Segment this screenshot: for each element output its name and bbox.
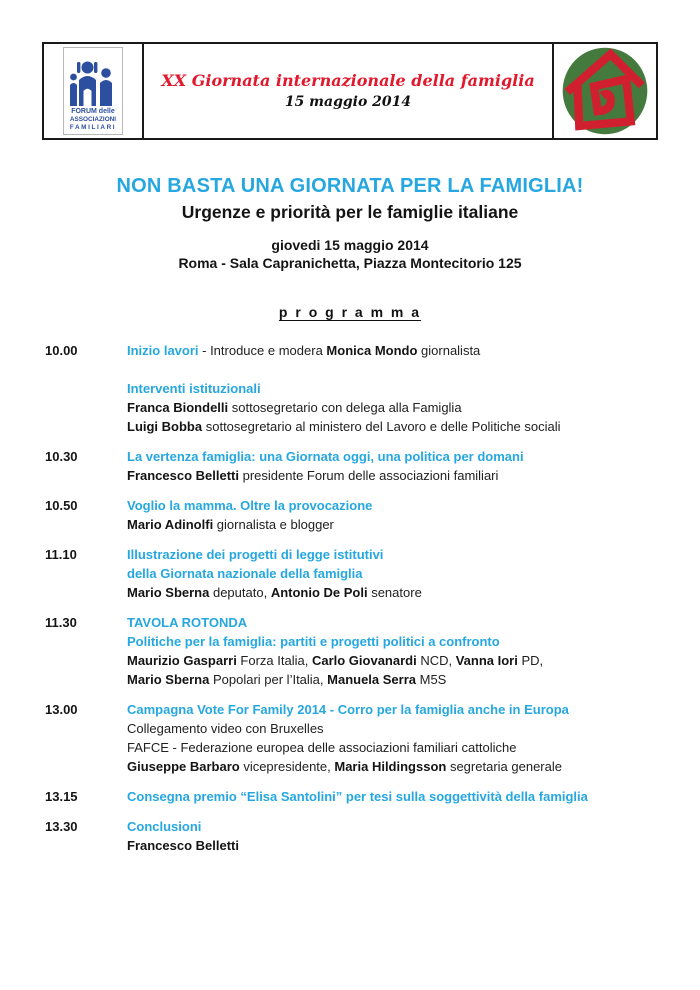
text-segment: FAFCE - Federazione europea delle associazioni familiari cattoliche xyxy=(127,740,517,755)
text-segment: senatore xyxy=(367,585,422,600)
entry-lines xyxy=(127,613,685,689)
program-line xyxy=(127,700,685,719)
program-line xyxy=(127,757,685,776)
program-line xyxy=(127,398,685,417)
text-segment: Maurizio Gasparri xyxy=(127,653,237,668)
text-segment: Interventi istituzionali xyxy=(127,381,261,396)
forum-logo-text xyxy=(70,108,116,132)
event-date-line: giovedi 15 maggio 2014 xyxy=(271,237,429,253)
entry-lines xyxy=(127,496,685,534)
program-line xyxy=(127,515,685,534)
entry-lines xyxy=(127,787,685,806)
forum-logo-text-line: ASSOCIAZIONI xyxy=(69,116,117,123)
text-segment: Voglio la mamma. Oltre la provocazione xyxy=(127,498,373,513)
text-segment: Consegna premio “Elisa Santolini” per tesi sulla soggettività della famiglia xyxy=(127,789,588,804)
text-segment: Monica Mondo xyxy=(326,343,418,358)
page-subtitle: Urgenze e priorità per le famiglie italiane xyxy=(181,202,519,222)
program-entry xyxy=(45,613,685,689)
entry-lines xyxy=(127,447,685,485)
text-segment: segretaria generale xyxy=(446,759,562,774)
text-segment: Popolari per l’Italia, xyxy=(209,672,328,687)
program-line xyxy=(127,379,685,398)
text-segment: Mario Sberna xyxy=(127,585,210,600)
event-title: XX Giornata internazionale della famiglia xyxy=(161,71,535,90)
program-line xyxy=(127,564,685,583)
time-label: 10.30 xyxy=(45,449,78,464)
text-segment: Francesco Belletti xyxy=(127,838,239,853)
program-entry xyxy=(45,496,685,534)
program-entry xyxy=(45,787,685,806)
entry-lines xyxy=(127,341,685,360)
program-line xyxy=(127,817,685,836)
text-segment: Antonio De Poli xyxy=(270,585,368,600)
text-segment: sottosegretario con delega alla Famiglia xyxy=(228,400,462,415)
forum-associazioni-familiari-logo xyxy=(63,47,123,135)
program-entry xyxy=(45,341,685,360)
time-label: 13.15 xyxy=(45,789,78,804)
text-segment: Luigi Bobba xyxy=(127,419,203,434)
forum-logo-text-line: FORUM delle xyxy=(71,108,115,115)
program-line xyxy=(127,670,685,689)
entry-lines xyxy=(127,700,685,776)
text-segment: NCD, xyxy=(416,653,456,668)
time-label: 10.00 xyxy=(45,343,78,358)
text-segment: Carlo Giovanardi xyxy=(311,653,417,668)
text-segment: Collegamento video con Bruxelles xyxy=(127,721,324,736)
event-date: 15 maggio 2014 xyxy=(284,94,412,110)
program-line xyxy=(127,496,685,515)
program-line xyxy=(127,787,685,806)
program-entry xyxy=(45,379,685,436)
program-line xyxy=(127,341,685,360)
program-line xyxy=(127,583,685,602)
text-segment: deputato, xyxy=(209,585,271,600)
page-title: NON BASTA UNA GIORNATA PER LA FAMIGLIA! xyxy=(116,175,584,197)
family-day-spiral-icon xyxy=(558,45,652,137)
program-line xyxy=(127,613,685,632)
header-right-cell xyxy=(554,44,656,138)
text-segment: Inizio lavori xyxy=(127,343,199,358)
family-figures-icon xyxy=(67,60,119,106)
program-entry xyxy=(45,817,685,855)
program-entry xyxy=(45,700,685,776)
event-location-line: Roma - Sala Capranichetta, Piazza Montecitorio 125 xyxy=(178,255,522,271)
program-line xyxy=(127,466,685,485)
text-segment: PD, xyxy=(517,653,544,668)
text-segment: Mario Sberna xyxy=(127,672,210,687)
text-segment: Politiche per la famiglia: partiti e progetti politici a confronto xyxy=(127,634,500,649)
programma-heading: p r o g r a m m a xyxy=(278,304,422,320)
event-header xyxy=(42,42,658,140)
time-label: 13.00 xyxy=(45,702,78,717)
program-line xyxy=(127,447,685,466)
text-segment: Maria Hildingsson xyxy=(334,759,447,774)
program-line xyxy=(127,836,685,855)
text-segment: sottosegretario al ministero del Lavoro e delle Politiche sociali xyxy=(202,419,561,434)
time-label: 11.30 xyxy=(45,615,77,630)
program-entry xyxy=(45,447,685,485)
text-segment: Manuela Serra xyxy=(327,672,417,687)
text-segment: Campagna Vote For Family 2014 - Corro per la famiglia anche in Europa xyxy=(127,702,569,717)
text-segment: Illustrazione dei progetti di legge istitutivi xyxy=(127,547,384,562)
text-segment: - Introduce e modera xyxy=(198,343,327,358)
header-title-cell xyxy=(144,44,554,138)
text-segment: La vertenza famiglia: una Giornata oggi, una politica per domani xyxy=(127,449,524,464)
text-segment: Vanna Iori xyxy=(455,653,518,668)
program-schedule xyxy=(45,341,685,866)
forum-logo-text-line: FAMILIARI xyxy=(69,124,117,131)
text-segment: Francesco Belletti xyxy=(127,468,239,483)
program-line xyxy=(127,738,685,757)
program-line xyxy=(127,651,685,670)
time-label: 13.30 xyxy=(45,819,78,834)
text-segment: M5S xyxy=(416,672,447,687)
text-segment: della Giornata nazionale della famiglia xyxy=(127,566,363,581)
text-segment: vicepresidente, xyxy=(239,759,335,774)
time-label: 11.10 xyxy=(45,547,77,562)
text-segment: TAVOLA ROTONDA xyxy=(127,615,248,630)
program-entry xyxy=(45,545,685,602)
program-line xyxy=(127,545,685,564)
time-label: 10.50 xyxy=(45,498,78,513)
entry-lines xyxy=(127,545,685,602)
time-label xyxy=(45,379,127,436)
program-line xyxy=(127,632,685,651)
text-segment: Forza Italia, xyxy=(236,653,312,668)
text-segment: Mario Adinolfi xyxy=(127,517,214,532)
entry-lines xyxy=(127,379,685,436)
text-segment: giornalista e blogger xyxy=(213,517,334,532)
program-line xyxy=(127,719,685,738)
text-segment: Franca Biondelli xyxy=(127,400,229,415)
program-line xyxy=(127,417,685,436)
entry-lines xyxy=(127,817,685,855)
text-segment: Conclusioni xyxy=(127,819,202,834)
text-segment: giornalista xyxy=(417,343,481,358)
text-segment: presidente Forum delle associazioni familiari xyxy=(239,468,499,483)
text-segment: Giuseppe Barbaro xyxy=(127,759,240,774)
header-left-cell xyxy=(44,44,144,138)
